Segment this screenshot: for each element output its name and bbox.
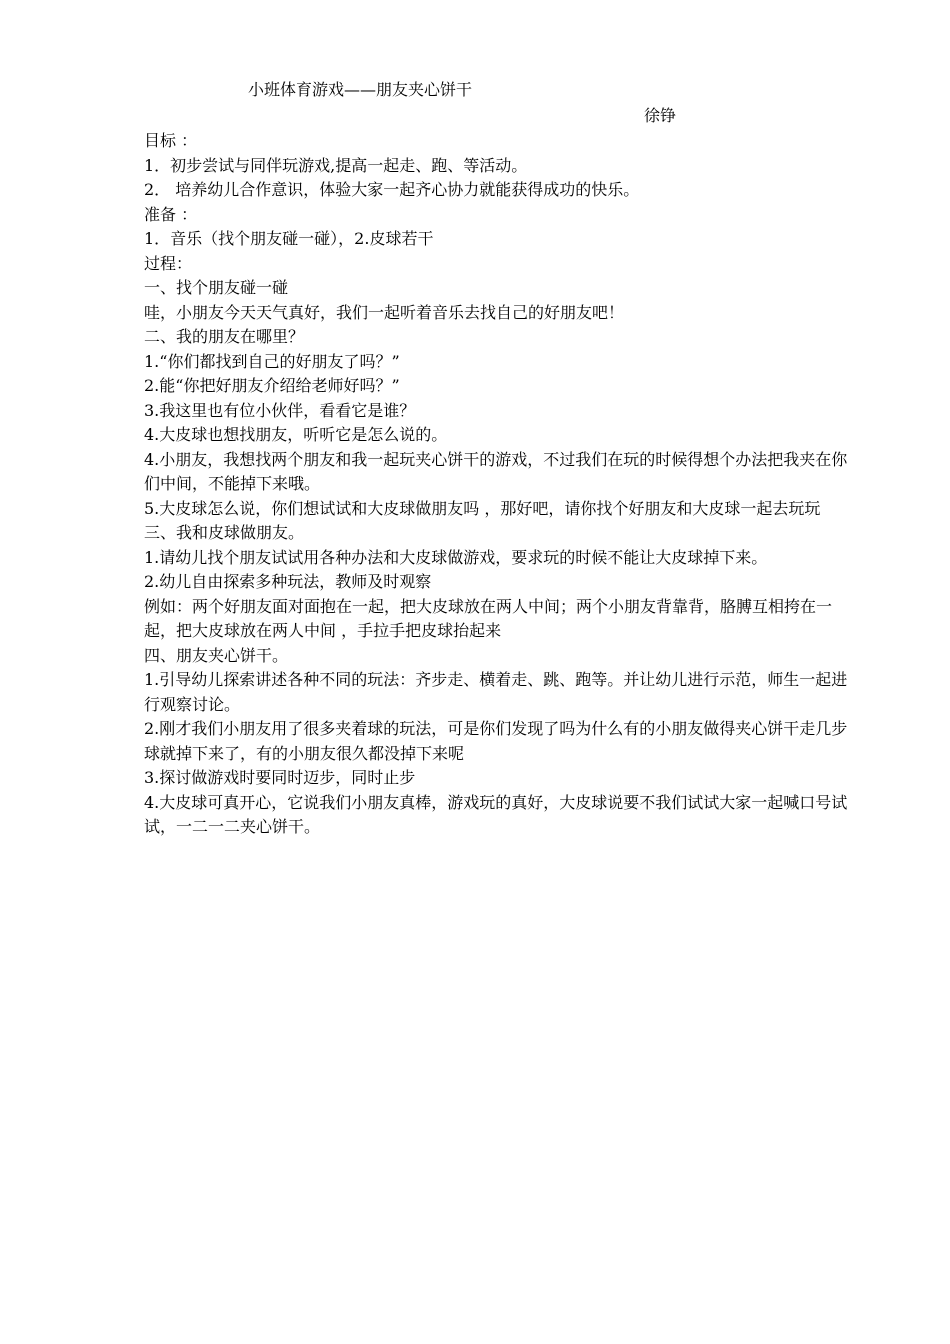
list-item: 1.引导幼儿探索讲述各种不同的玩法：齐步走、横着走、跳、跑等。并让幼儿进行示范，师生一起进行观察讨论。 <box>144 670 848 714</box>
list-item: 4.大皮球也想找朋友，听听它是怎么说的。 <box>144 425 448 444</box>
heading-part-3: 三、我和皮球做朋友。 <box>144 523 305 542</box>
section-label-process: 过程： <box>144 253 193 273</box>
list-item: 1.请幼儿找个朋友试试用各种办法和大皮球做游戏，要求玩的时候不能让大皮球掉下来。 <box>144 547 768 567</box>
document-author: 徐铮 <box>644 106 677 125</box>
list-item: 4.大皮球可真开心，它说我们小朋友真棒，游戏玩的真好，大皮球说要不我们试试大家一起喊口号试试，一二一二夹心饼干。 <box>144 792 848 836</box>
goal-item-2: 2． 培养幼儿合作意识，体验大家一起齐心协力就能获得成功的快乐。 <box>144 180 640 199</box>
section-label-preparation: 准备 ： <box>144 204 198 224</box>
list-item: 2.幼儿自由探索多种玩法，教师及时观察 <box>144 572 432 591</box>
document-title: 小班体育游戏——朋友夹心饼干 <box>248 80 473 99</box>
goal-item-1: 1．初步尝试与同伴玩游戏,提高一起走、跑、等活动。 <box>144 155 528 175</box>
list-item: 2.刚才我们小朋友用了很多夹着球的玩法，可是你们发现了吗为什么有的小朋友做得夹心饼干走几步球就掉下来了，有的小朋友很久都没掉下来呢 <box>144 719 848 763</box>
list-item: 5.大皮球怎么说，你们想试试和大皮球做朋友吗 ，那好吧，请你找个好朋友和大皮球一起去玩玩 <box>144 498 821 518</box>
heading-part-4: 四、朋友夹心饼干。 <box>144 645 289 665</box>
list-item: 3.我这里也有位小伙伴，看看它是谁？ <box>144 400 416 420</box>
list-item: 3.探讨做游戏时要同时迈步，同时止步 <box>144 768 416 787</box>
preparation-item: 1．音乐（找个朋友碰一碰），2.皮球若干 <box>144 229 434 248</box>
paragraph: 例如：两个好朋友面对面抱在一起，把大皮球放在两人中间；两个小朋友背靠背，胳膊互相挎在一起，把大皮球放在两人中间 ，手拉手把皮球抬起来 <box>144 596 833 640</box>
document-body <box>144 129 850 840</box>
heading-part-2: 二、我的朋友在哪里？ <box>144 327 305 346</box>
section-label-goals: 目标 ： <box>144 131 198 150</box>
list-item: 4.小朋友，我想找两个朋友和我一起玩夹心饼干的游戏，不过我们在玩的时候得想个办法把我夹在你们中间，不能掉下来哦。 <box>144 449 848 493</box>
heading-part-1: 一、找个朋友碰一碰 <box>144 278 289 297</box>
paragraph: 哇，小朋友今天天气真好，我们一起听着音乐去找自己的好朋友吧！ <box>144 302 625 322</box>
list-item: 1.“你们都找到自己的好朋友了吗？” <box>144 351 400 371</box>
list-item: 2.能“你把好朋友介绍给老师好吗？” <box>144 376 400 395</box>
